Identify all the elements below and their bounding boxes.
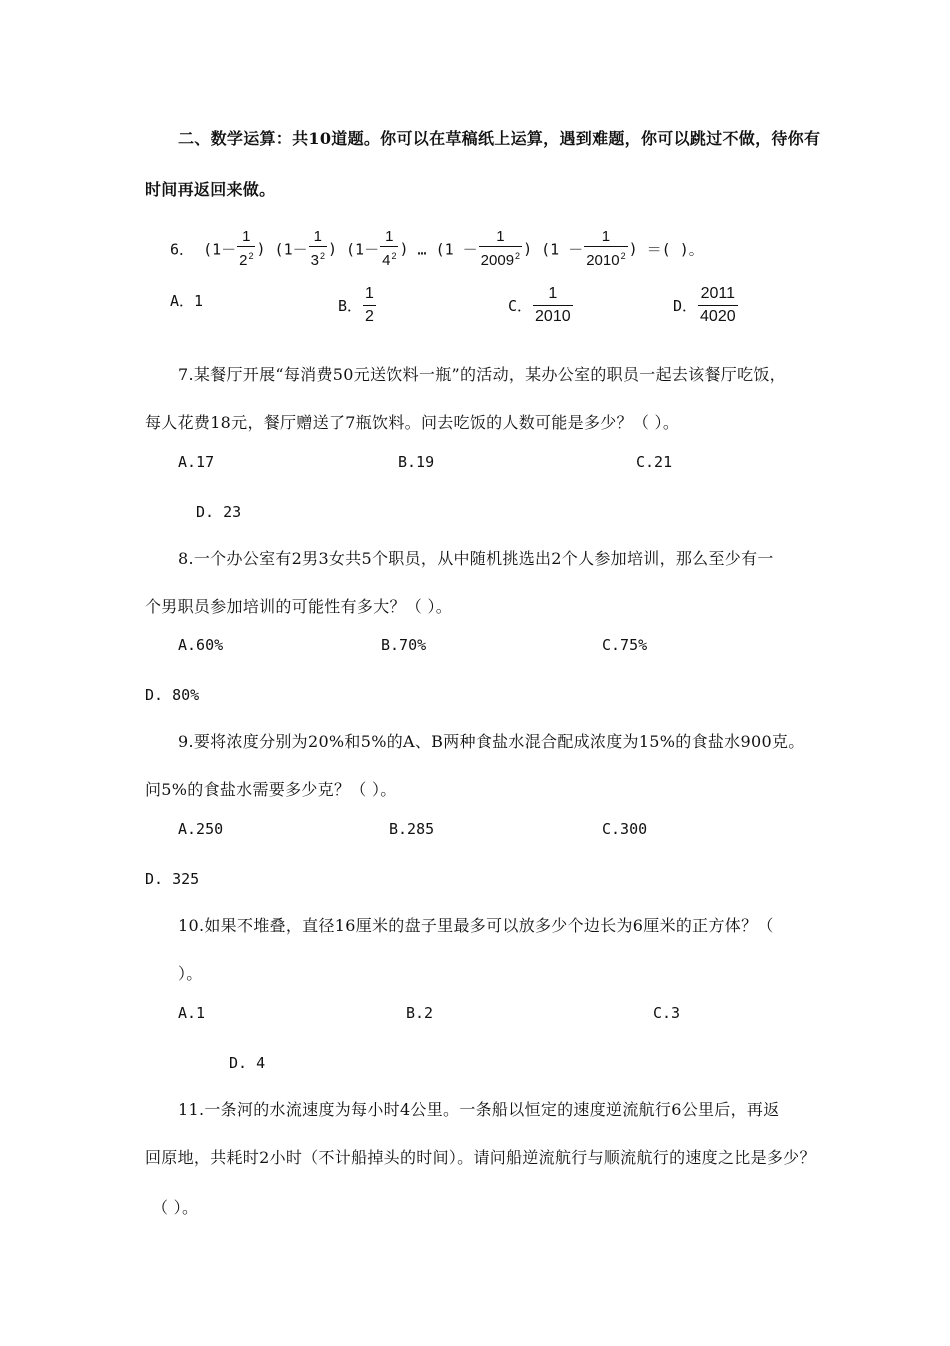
q6-term-5-close: ) xyxy=(628,240,638,258)
q6-term-4-fraction: $\frac{1}{2009^2}$ xyxy=(480,228,521,269)
q6-term-5-fraction: $\frac{1}{2010^2}$ xyxy=(586,228,626,269)
question-6 xyxy=(170,228,704,270)
q6-option-b: B． $\frac{1}{2}$ xyxy=(338,285,374,325)
q7-option-c: C.21 xyxy=(636,453,673,471)
section-heading-line2: 时间再返回来做。 xyxy=(145,180,276,199)
q8-option-b: B.70% xyxy=(381,636,427,654)
q6-option-c: C． $\frac{1}{2010}$ xyxy=(508,285,571,325)
q6-term-3-open: (1－ xyxy=(346,240,380,259)
q10-option-c: C.3 xyxy=(653,1004,681,1022)
q9-option-a: A.250 xyxy=(178,820,224,838)
q6-term-4-open: … (1 － xyxy=(417,240,478,259)
q6-term-2-open: (1－ xyxy=(274,240,308,259)
q9-option-b: B.285 xyxy=(389,820,435,838)
q6-number: 6． xyxy=(170,240,195,259)
q10-option-d: D. 4 xyxy=(229,1054,266,1072)
q8-option-d: D. 80% xyxy=(145,686,200,704)
q6-term-1-close: ) xyxy=(256,240,266,258)
q6-term-1-open: (1－ xyxy=(203,240,237,259)
q7-option-d: D. 23 xyxy=(196,503,242,521)
q8-option-c: C.75% xyxy=(602,636,648,654)
q11-text-line1: 11.一条河的水流速度为每小时4公里。一条船以恒定的速度逆流航行6公里后，再返 xyxy=(178,1100,780,1119)
q8-text-line2: 个男职员参加培训的可能性有多大？（ ）。 xyxy=(145,597,453,616)
q6-term-3-fraction: $\frac{1}{4^2}$ xyxy=(382,228,397,269)
q10-text-line2: ）。 xyxy=(178,964,203,983)
section-heading-line1: 二、数学运算：共10道题。你可以在草稿纸上运算，遇到难题，你可以跳过不做，待你有 xyxy=(178,129,821,148)
q11-text-line2: 回原地，共耗时2小时（不计船掉头的时间）。请问船逆流航行与顺流航行的速度之比是多少？ xyxy=(145,1148,816,1167)
q10-option-a: A.1 xyxy=(178,1004,206,1022)
q7-option-b: B.19 xyxy=(398,453,435,471)
q6-term-2-close: ) xyxy=(327,240,337,258)
q6-option-a: A．1 xyxy=(170,292,204,310)
q6-tail: ＝( )。 xyxy=(646,240,704,259)
q8-option-a: A.60% xyxy=(178,636,224,654)
q7-text-line2: 每人花费18元，餐厅赠送了7瓶饮料。问去吃饭的人数可能是多少？（ ）。 xyxy=(145,413,680,432)
q10-option-b: B.2 xyxy=(406,1004,434,1022)
q6-term-5-open: (1 － xyxy=(541,240,584,259)
q10-text-line1: 10.如果不堆叠，直径16厘米的盘子里最多可以放多少个边长为6厘米的正方体？（ xyxy=(178,916,774,935)
q8-text-line1: 8.一个办公室有2男3女共5个职员，从中随机挑选出2个人参加培训，那么至少有一 xyxy=(178,549,774,568)
q6-term-2-fraction: $\frac{1}{3^2}$ xyxy=(310,228,325,269)
q6-term-1-fraction: $\frac{1}{2^2}$ xyxy=(239,228,254,269)
q11-text-line3: （ ）。 xyxy=(152,1198,199,1217)
q9-option-c: C.300 xyxy=(602,820,648,838)
q6-option-d: D． $\frac{2011}{4020}$ xyxy=(673,285,736,325)
q7-option-a: A.17 xyxy=(178,453,215,471)
q9-option-d: D. 325 xyxy=(145,870,200,888)
q9-text-line1: 9.要将浓度分别为20%和5%的A、B两种食盐水混合配成浓度为15%的食盐水900克。 xyxy=(178,732,805,751)
q6-term-3-close: ) xyxy=(399,240,409,258)
q6-term-4-close: ) xyxy=(523,240,533,258)
q7-text-line1: 7.某餐厅开展“每消费50元送饮料一瓶”的活动，某办公室的职员一起去该餐厅吃饭， xyxy=(178,365,786,384)
q9-text-line2: 问5%的食盐水需要多少克？（ ）。 xyxy=(145,780,397,799)
